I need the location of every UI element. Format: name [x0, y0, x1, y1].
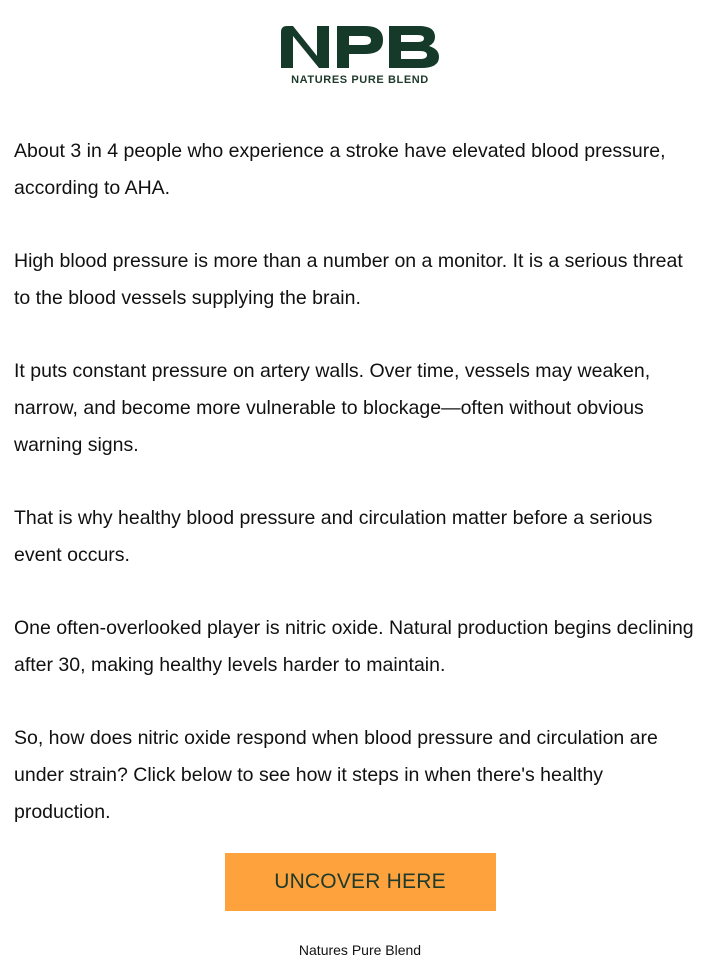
paragraph-call-to-action-intro: So, how does nitric oxide respond when blood pressure and circulation are under strain? Click below to see how it steps in when there's healthy production.: [14, 727, 658, 823]
brand-header: [0, 24, 720, 86]
paragraph-stroke-stat: About 3 in 4 people who experience a stroke have elevated blood pressure, according to AHA.: [14, 140, 666, 199]
paragraph-why-it-matters: That is why healthy blood pressure and circulation matter before a serious event occurs.: [14, 507, 653, 566]
email-body: [14, 133, 704, 867]
cta-container: [0, 853, 720, 911]
paragraph-high-blood-pressure: High blood pressure is more than a number on a monitor. It is a serious threat to the blood vessels supplying the brain.: [14, 250, 683, 309]
uncover-here-button[interactable]: UNCOVER HERE: [225, 853, 496, 911]
footer-brand-name: Natures Pure Blend: [298, 942, 422, 958]
npb-logo: [279, 24, 441, 70]
paragraph-artery-walls: It puts constant pressure on artery walls. Over time, vessels may weaken, narrow, and become more vulnerable to blockage—often without obvious warning signs.: [14, 360, 651, 456]
paragraph-nitric-oxide: One often-overlooked player is nitric oxide. Natural production begins declining after 30, making healthy levels harder to maintain.: [14, 617, 694, 676]
brand-tagline: NATURES PURE BLEND: [291, 74, 429, 86]
